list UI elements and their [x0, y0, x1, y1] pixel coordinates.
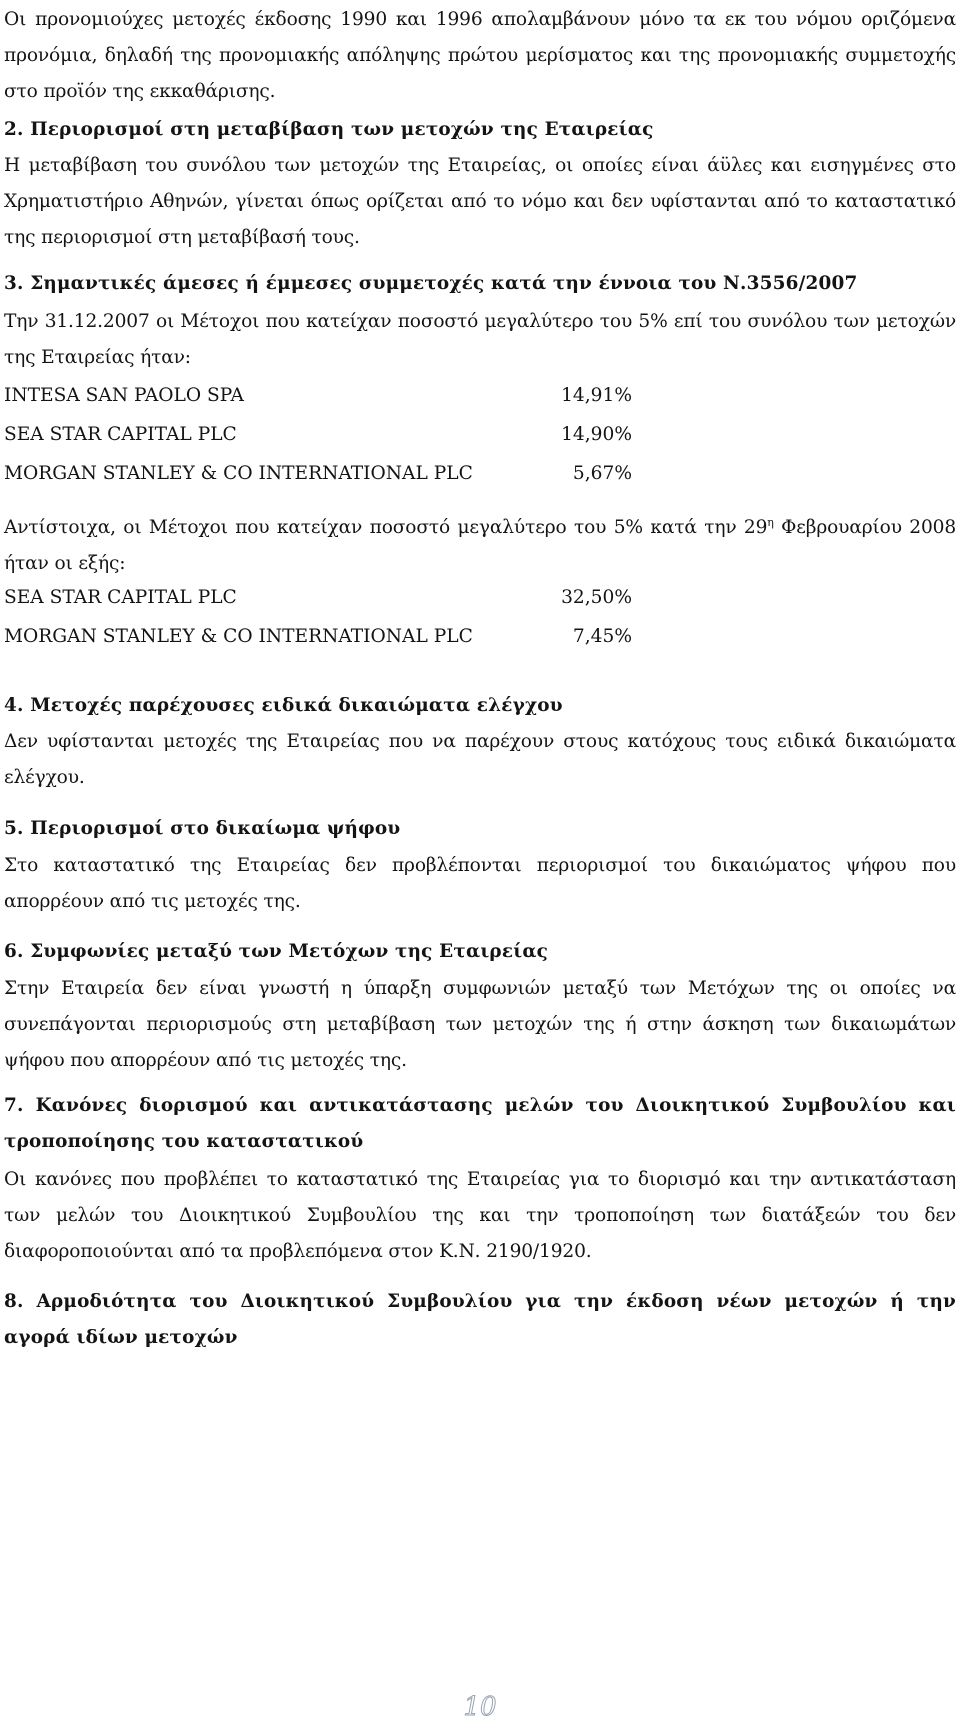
section-2-paragraph: Η μεταβίβαση του συνόλου των μετοχών της Εταιρείας, οι οποίες είναι άϋλες και εισηγμένες στο Χρηματιστήριο Αθηνών, γίνεται όπως ορίζεται από το νόμο και δεν υφίστανται από το καταστατικό της περιορισμοί στη μεταβίβασή τους. — [4, 155, 956, 248]
section-5-paragraph: Στο καταστατικό της Εταιρείας δεν προβλέπονται περιορισμοί του δικαιώματος ψήφου που απορρέουν από τις μετοχές της. — [4, 855, 956, 912]
paragraph-text: Φεβρουαρίου 2008 ήταν οι εξής: — [4, 517, 956, 574]
section-6-paragraph: Στην Εταιρεία δεν είναι γνωστή η ύπαρξη συμφωνιών μεταξύ των Μετόχων της οι οποίες να συνεπάγονται περιορισμούς στη μεταβίβαση των μετοχών της ή στην άσκηση των δικαιωμάτων ψήφου που απορρέουν από τις μετοχές της. — [4, 978, 956, 1071]
holder-name: SEA STAR CAPITAL PLC — [4, 587, 237, 608]
holder-percentage: 32,50% — [561, 587, 632, 608]
holder-name: MORGAN STANLEY & CO INTERNATIONAL PLC — [4, 463, 473, 484]
section-7-heading: 7. Κανόνες διορισμού και αντικατάστασης μελών του Διοικητικού Συμβουλίου και τροποποίησης του καταστατικού — [4, 1095, 956, 1152]
holder-name: SEA STAR CAPITAL PLC — [4, 424, 237, 445]
section-2-heading: 2. Περιορισμοί στη μεταβίβαση των μετοχών της Εταιρείας — [4, 119, 654, 140]
ordinal-superscript: η — [767, 516, 774, 529]
holder-percentage: 14,90% — [561, 424, 632, 445]
section-7-paragraph: Οι κανόνες που προβλέπει το καταστατικό της Εταιρείας για το διορισμό και την αντικατάσταση των μελών του Διοικητικού Συμβουλίου της και την τροποποίηση των διατάξεών του δεν διαφοροποιούνται από τα προβλεπόμενα στον Κ.Ν. 2190/1920. — [4, 1169, 956, 1262]
page-number: 10 — [463, 1692, 497, 1722]
holder-percentage: 7,45% — [572, 626, 632, 647]
holder-name: INTESA SAN PAOLO SPA — [4, 385, 244, 406]
section-4-paragraph: Δεν υφίστανται μετοχές της Εταιρείας που να παρέχουν στους κατόχους τους ειδικά δικαιώματα ελέγχου. — [4, 731, 956, 788]
section-6-heading: 6. Συμφωνίες μεταξύ των Μετόχων της Εταιρείας — [4, 941, 549, 962]
intro-paragraph: Οι προνομιούχες μετοχές έκδοσης 1990 και 1996 απολαμβάνουν μόνο τα εκ του νόμου οριζόμενα προνόμια, δηλαδή της προνομιακής απόληψης πρώτου μερίσματος και της προνομιακής συμμετοχής στο προϊόν της εκκαθάρισης. — [4, 9, 956, 102]
section-3-paragraph: Την 31.12.2007 οι Μέτοχοι που κατείχαν ποσοστό μεγαλύτερο του 5% επί του συνόλου των μετοχών της Εταιρείας ήταν: — [4, 311, 956, 368]
holder-name: MORGAN STANLEY & CO INTERNATIONAL PLC — [4, 626, 473, 647]
section-8-heading: 8. Αρμοδιότητα του Διοικητικού Συμβουλίου για την έκδοση νέων μετοχών ή την αγορά ιδίων μετοχών — [4, 1291, 956, 1348]
holder-percentage: 14,91% — [561, 385, 632, 406]
section-3-paragraph-2 — [4, 510, 956, 582]
holder-percentage: 5,67% — [572, 463, 632, 484]
paragraph-text: Αντίστοιχα, οι Μέτοχοι που κατείχαν ποσοστό μεγαλύτερο του 5% κατά την 29 — [4, 517, 768, 538]
section-3-heading: 3. Σημαντικές άμεσες ή έμμεσες συμμετοχές κατά την έννοια του Ν.3556/2007 — [4, 273, 858, 294]
section-4-heading: 4. Μετοχές παρέχουσες ειδικά δικαιώματα ελέγχου — [4, 695, 563, 716]
section-5-heading: 5. Περιορισμοί στο δικαίωμα ψήφου — [4, 818, 401, 839]
